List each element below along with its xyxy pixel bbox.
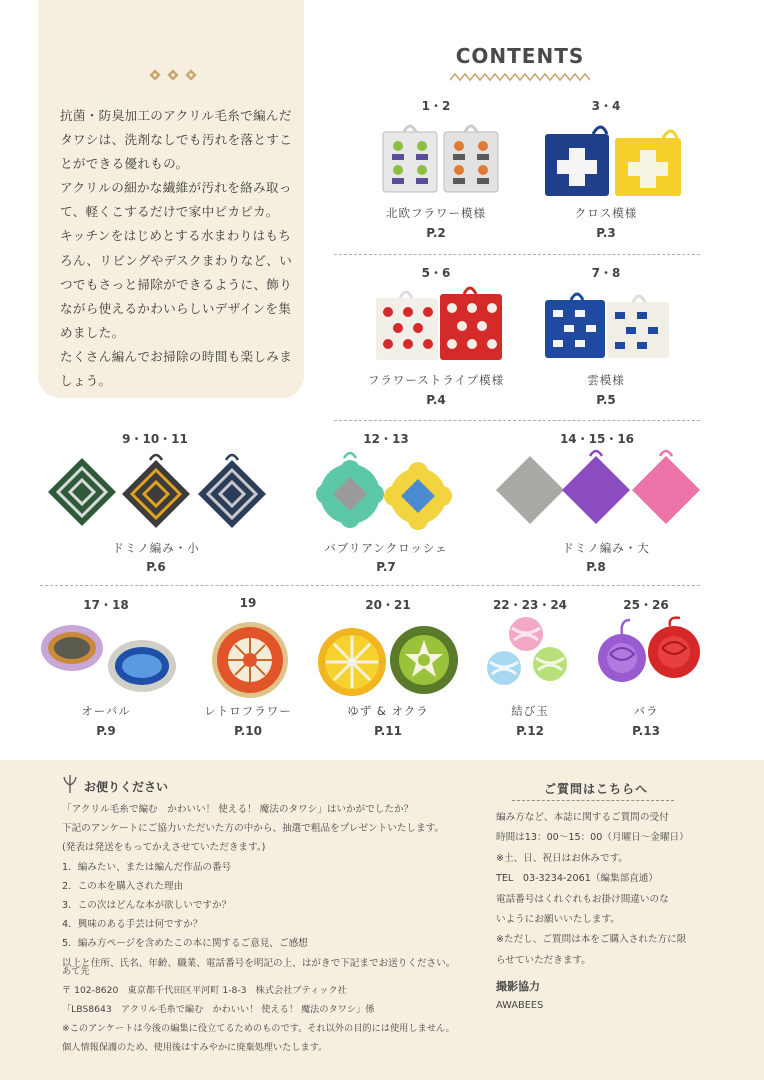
item-number: 1・2	[421, 99, 451, 113]
item-number: 5・6	[421, 266, 451, 280]
question-line: ※土、日、祝日はお休みです。	[496, 852, 628, 864]
intro-line: つでもさっと掃除ができるように、飾り	[60, 276, 293, 292]
domino-small-scrubbers-image	[46, 452, 272, 534]
item-name: フラワーストライプ模様	[367, 373, 505, 387]
item-name: ドミノ編み・大	[562, 541, 650, 555]
item-number: 19	[239, 596, 257, 610]
item-number: 3・4	[591, 99, 621, 113]
letter-line: 5．編み方ページを含めたこの本に関するご意見、ご感想	[62, 938, 308, 950]
credits-title: 撮影協力	[496, 980, 540, 993]
letter-line: 3．この次はどんな本が欲しいですか？	[62, 900, 232, 912]
item-name: 雲模様	[587, 373, 625, 387]
item-page: P.6	[146, 560, 166, 574]
intro-line: 抗菌・防臭加工のアクリル毛糸で編んだ	[60, 108, 292, 123]
item-number: 9・10・11	[122, 432, 188, 446]
letter-line: 4．興味のある手芸は何ですか？	[62, 919, 203, 931]
item-page: P.10	[234, 724, 262, 738]
section-divider	[40, 585, 700, 586]
item-number: 12・13	[363, 432, 409, 446]
question-line: TEL 03-3234-2061（編集部直通）	[496, 873, 658, 885]
item-name: ドミノ編み・小	[112, 541, 200, 555]
item-name: クロス模様	[574, 206, 638, 220]
domino-large-scrubbers-image	[494, 450, 704, 530]
address-line: 個人情報保護のため、使用後はすみやかに廃棄処理いたします。	[62, 1042, 328, 1053]
intro-line: しょう。	[60, 373, 112, 389]
item-number: 25・26	[623, 598, 669, 612]
intro-line: ろん、リビングやデスクまわりなど、い	[60, 252, 293, 268]
zigzag-ornament-icon	[450, 72, 590, 82]
credits-name: AWABEES	[496, 1000, 544, 1011]
question-line: いようにお願いいたします。	[496, 914, 620, 926]
letter-line: (発表は発送をもってかえさせていただきます。)	[62, 842, 266, 854]
section-divider	[334, 254, 700, 255]
question-body	[496, 808, 706, 971]
address-line: ※このアンケートは今後の編集に役立てるためのものです。それ以外の目的には使用しません。	[62, 1023, 455, 1034]
bavarian-crochet-scrubbers-image	[312, 452, 456, 534]
question-line: らせていただきます。	[496, 954, 591, 966]
item-page: P.4	[426, 393, 446, 407]
intro-line: て、軽くこするだけで家中ピカピカ。	[60, 204, 279, 220]
item-page: P.12	[516, 724, 544, 738]
item-name: バブリアンクロッシェ	[324, 541, 448, 555]
rose-scrubbers-image	[596, 618, 706, 688]
item-page: P.13	[632, 724, 660, 738]
diamond-ornament-icon	[148, 68, 198, 82]
item-number: 14・15・16	[559, 432, 635, 446]
contents-title: CONTENTS	[455, 44, 585, 68]
section-divider	[334, 420, 700, 421]
yuzu-okra-scrubbers-image	[316, 620, 462, 698]
item-page: P.8	[586, 560, 606, 574]
item-page: P.7	[376, 560, 396, 574]
item-page: P.11	[374, 724, 402, 738]
item-name: レトロフラワー	[204, 704, 292, 718]
intro-line: とができる優れもの。	[60, 156, 189, 172]
letter-line: 以上と住所、氏名、年齢、職業、電話番号を明記の上、はがきで下記までお送りください。	[62, 957, 456, 969]
question-line: 電話番号はくれぐれもお掛け間違いのな	[496, 893, 669, 905]
flower-stripe-scrubbers-image	[374, 286, 506, 364]
item-page: P.5	[596, 393, 616, 407]
item-page: P.9	[96, 724, 116, 738]
knot-ball-scrubbers-image	[484, 614, 574, 694]
item-number: 7・8	[591, 266, 621, 280]
question-title: ご質問はこちらへ	[543, 782, 648, 796]
nordic-flower-scrubbers-image	[380, 118, 504, 198]
intro-text	[60, 104, 306, 393]
letter-line: 2．この本を購入された理由	[62, 880, 184, 892]
item-number: 17・18	[83, 598, 129, 612]
address-line: 〒 102-8620 東京都千代田区平河町 1-8-3 株式会社ブティック社	[62, 985, 347, 996]
letter-line: 1．編みたい、または編んだ作品の番号	[62, 861, 232, 873]
item-name: ゆず & オクラ	[347, 704, 429, 718]
letter-line: 「アクリル毛糸で編む かわいい！ 使える！ 魔法のタワシ」はいかがでしたか？	[62, 804, 414, 815]
intro-line: タワシは、洗剤なしでも汚れを落とすこ	[60, 132, 293, 148]
intro-line: アクリルの細かな繊維が汚れを絡み取っ	[60, 180, 292, 196]
item-page: P.2	[426, 226, 446, 240]
intro-line: ながら使えるかわいらしいデザインを集	[60, 300, 292, 316]
question-line: 編み方など、本誌に関するご質問の受付	[496, 812, 669, 823]
letter-title: お便りください	[84, 780, 169, 794]
cross-pattern-scrubbers-image	[543, 122, 685, 198]
item-number: 22・23・24	[492, 598, 568, 612]
retro-flower-scrubber-image	[208, 616, 292, 700]
item-name: オーバル	[81, 704, 131, 718]
letter-body	[62, 800, 482, 973]
item-name: 結び玉	[511, 704, 549, 718]
letter-line: 下記のアンケートにご協力いただいた方の中から、抽選で粗品をプレゼントいたします。	[62, 823, 445, 835]
question-line: 時間は13：00～15：00（月曜日～金曜日）	[496, 832, 689, 844]
sprout-icon	[62, 774, 78, 794]
item-name: バラ	[633, 704, 659, 718]
cloud-pattern-scrubbers-image	[543, 290, 673, 360]
item-number: 20・21	[365, 598, 411, 612]
oval-scrubbers-image	[38, 620, 182, 696]
question-line: ※ただし、ご質問は本をご購入された方に限	[496, 934, 687, 946]
address-line: 「LBS8643 アクリル毛糸で編む かわいい！ 使える！ 魔法のタワシ」係	[62, 1004, 375, 1015]
intro-line: キッチンをはじめとする水まわりはもち	[60, 228, 292, 244]
address-line: あて先	[62, 966, 90, 977]
intro-line: たくさん編んでお掃除の時間も楽しみま	[60, 348, 293, 364]
question-divider	[512, 800, 674, 801]
address-block	[62, 962, 482, 1057]
item-page: P.3	[596, 226, 616, 240]
item-name: 北欧フラワー模様	[386, 206, 486, 220]
intro-line: めました。	[60, 324, 125, 340]
